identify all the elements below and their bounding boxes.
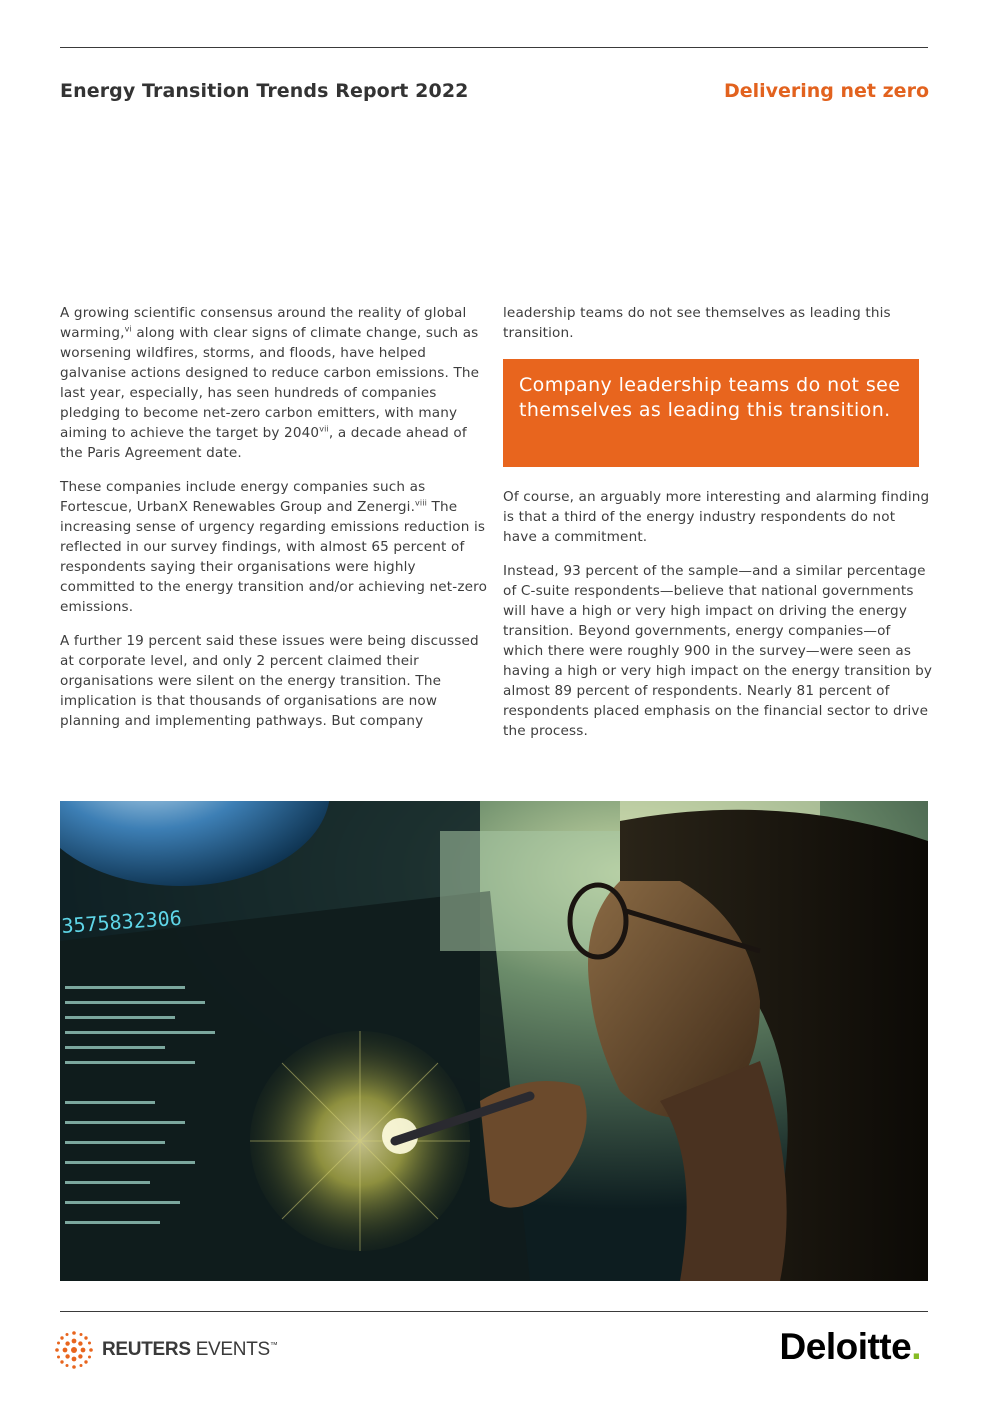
section-title: Delivering net zero	[723, 80, 929, 102]
footnote-ref-vii: vii	[319, 424, 329, 434]
bottom-rule	[60, 1311, 928, 1312]
photo-illustration	[60, 801, 928, 1281]
report-title: Energy Transition Trends Report 2022	[60, 80, 469, 102]
right-paragraph-2: Of course, an arguably more interesting and alarming finding is that a third of the energy industry respondents do not have a commitment.	[503, 489, 930, 545]
left-paragraph-3: A further 19 percent said these issues were being discussed at corporate level, and only 2 percent claimed their organisations were silent on the energy transition. The implication is that thousands of organisations are now planning and implementing pathways. But company	[60, 633, 479, 729]
screen-number-text: 3575832306	[60, 905, 183, 938]
feature-photo	[60, 801, 928, 1281]
right-paragraph-1: leadership teams do not see themselves as leading this transition.	[503, 305, 891, 341]
reuters-dots-icon	[54, 1330, 94, 1370]
reuters-events-wordmark: REUTERS EVENTS™	[102, 1339, 278, 1360]
top-rule	[60, 47, 928, 48]
footnote-ref-viii: viii	[415, 498, 428, 508]
right-paragraph-3: Instead, 93 percent of the sample—and a similar percentage of C-suite respondents—believe that national governments will have a high or very high impact on driving the energy transition. Beyond governments, energy companies—of which there were roughly 900 in the survey—were seen as having a high or very high impact on the energy transition by almost 89 percent of respondents. Nearly 81 percent of respondents placed emphasis on the financial sector to drive the process.	[503, 563, 933, 739]
footnote-ref-vi: vi	[124, 324, 132, 334]
reuters-events-logo	[54, 1330, 278, 1370]
deloitte-logo: Deloitte.	[779, 1326, 921, 1367]
right-column	[503, 303, 933, 755]
left-paragraph-1: A growing scientific consensus around the reality of global warming,$^{vi}$ along with clear signs of climate change, such as worsening wildfires, storms, and floods, have helped galvanise actions designed to reduce carbon emissions. The last year, especially, has seen hundreds of companies pledging to become net-zero carbon emitters, with many aiming to achieve the target by 2040$^{vii}$, a decade ahead of the Paris Agreement date.	[60, 305, 480, 461]
pull-quote-callout: Company leadership teams do not see themselves as leading this transition.	[503, 359, 919, 467]
left-column	[60, 303, 490, 745]
left-paragraph-2: These companies include energy companies such as Fortescue, UrbanX Renewables Group and Zenergi.$^{viii}$ The increasing sense of urgency regarding emissions reduction is reflected in our survey findings, with almost 65 percent of respondents saying their organisations were highly committed to the energy transition and/or achieving net-zero emissions.	[60, 479, 488, 615]
